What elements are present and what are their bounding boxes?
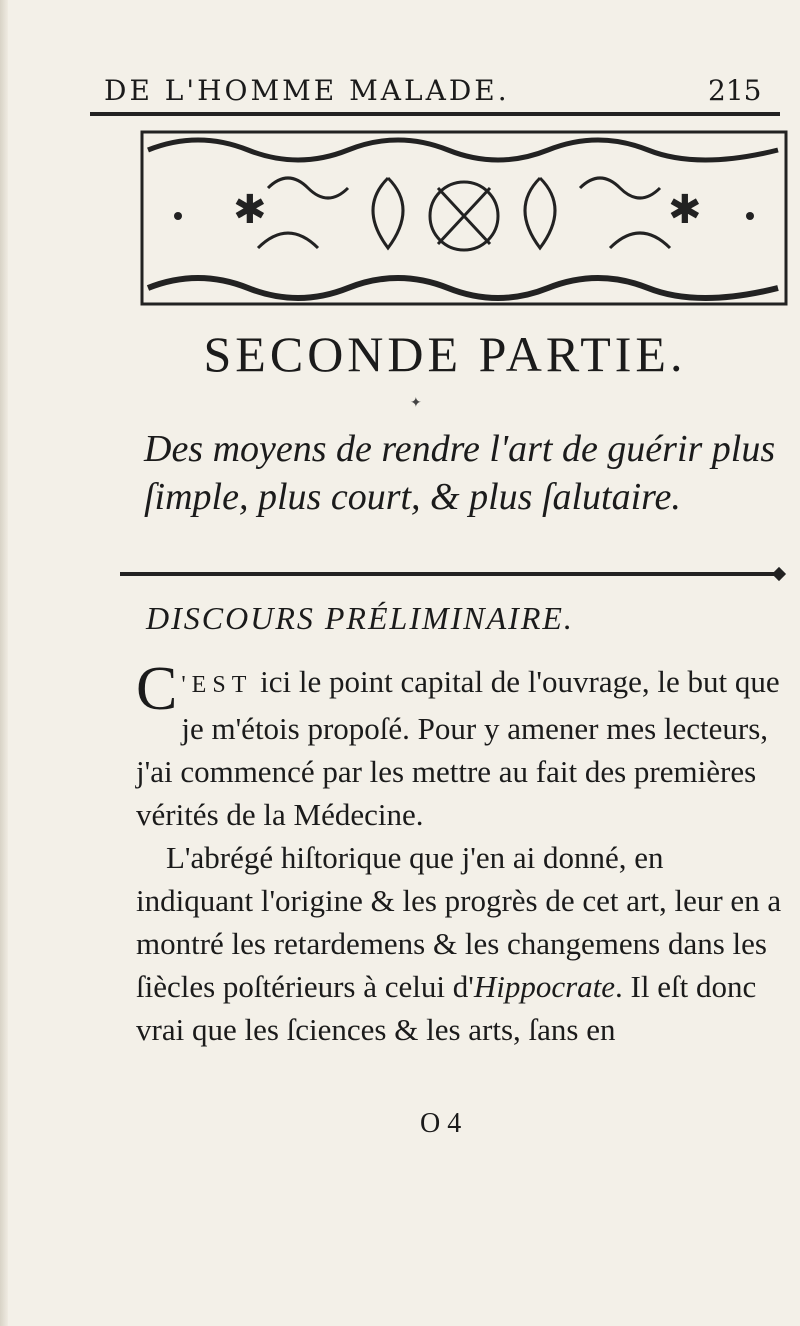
paragraph-1-text: ici le point capital de l'ouvrage, le but que je m'étois propoſé. Pour y amener mes lecteurs, j'ai commencé par les mettre au fait des premières vérités de la Médecine. — [136, 664, 780, 832]
star-ornament: ✦ — [410, 395, 422, 411]
section-rule — [120, 572, 780, 576]
paragraph-1 — [136, 655, 786, 836]
part-title: SECONDE PARTIE. — [203, 326, 687, 382]
header-rule — [90, 112, 780, 116]
paragraph-2 — [136, 836, 786, 1051]
page-edge — [0, 0, 8, 1326]
section-title: DISCOURS PRÉLIMINAIRE. — [146, 600, 574, 636]
part-subtitle: Des moyens de rendre l'art de guérir plus ſimple, plus court, & plus ſalutaire. — [144, 428, 776, 518]
hippocrate-name: Hippocrate — [473, 969, 616, 1004]
running-title: DE L'HOMME MALADE. — [104, 74, 510, 107]
body-text — [136, 655, 786, 1051]
ornament-headpiece — [138, 128, 790, 308]
paragraph-2-text-b: . Il eſt donc vrai que les ſciences & les arts, ſans en — [136, 969, 757, 1047]
page-number: 215 — [708, 74, 762, 107]
svg-text:✱: ✱ — [233, 187, 267, 233]
paragraph-2-text-a: L'abrégé hiſtorique que j'en ai donné, en indiquant l'origine & les progrès de cet art, leur en a montré les retardemens & les changemens dans les ſiècles poſtérieurs à celui d' — [136, 840, 782, 1004]
svg-text:✱: ✱ — [668, 187, 702, 233]
first-word: 'EST — [181, 672, 253, 698]
drop-cap: C — [136, 655, 178, 723]
signature-mark: O 4 — [420, 1108, 462, 1139]
